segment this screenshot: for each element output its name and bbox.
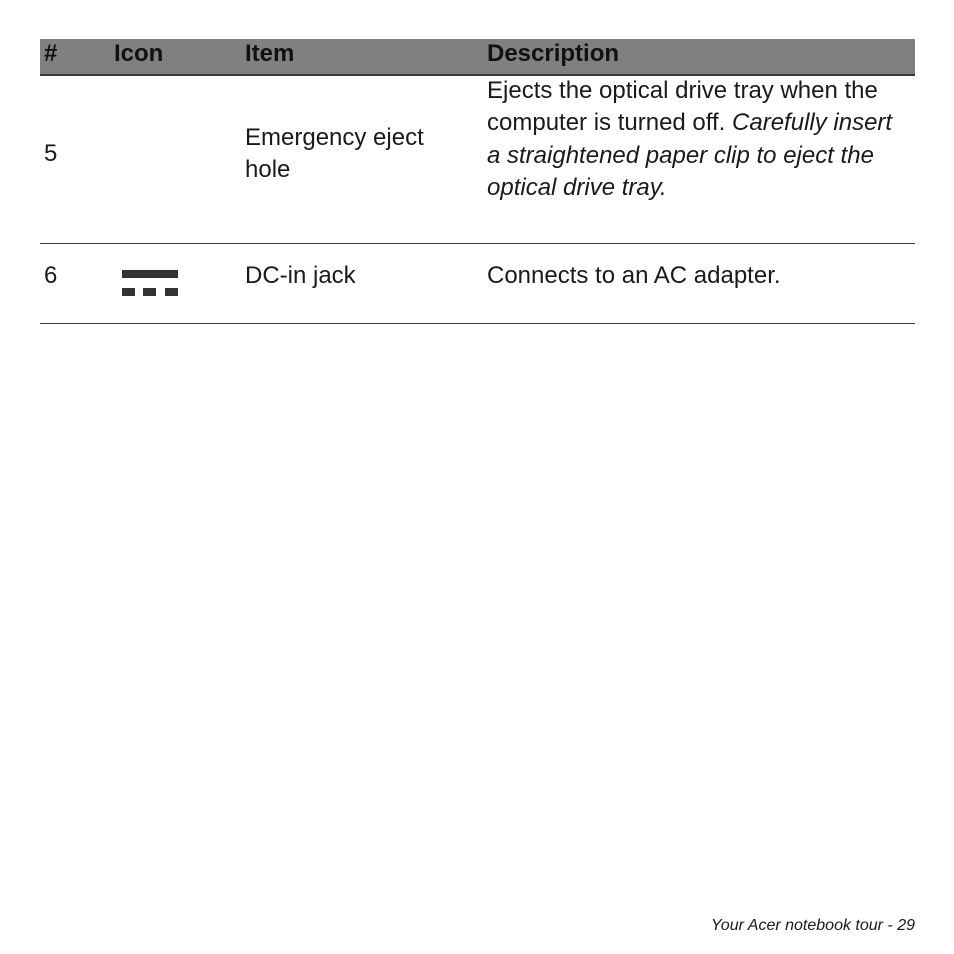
row-number: 6 [44,262,58,289]
description-text: Ejects the optical drive tray when the computer is turned off. [487,77,878,137]
row-item: Emergency eject hole [245,124,424,184]
header-number: # [44,40,58,67]
dc-power-icon [122,264,178,297]
table-row [40,76,915,244]
table-row [40,244,915,324]
row-description: Connects to an AC adapter. [487,262,781,289]
components-table [40,39,915,324]
description-note: Carefully insert a straightened paper clip to eject the optical drive tray. [487,109,893,202]
row-description [487,75,907,205]
table-header [40,39,915,76]
header-item: Item [245,40,295,67]
header-description: Description [487,40,620,67]
row-number: 5 [44,140,58,167]
header-icon: Icon [114,40,164,67]
row-item: DC-in jack [245,262,356,289]
page-footer: Your Acer notebook tour - 29 [711,917,915,934]
